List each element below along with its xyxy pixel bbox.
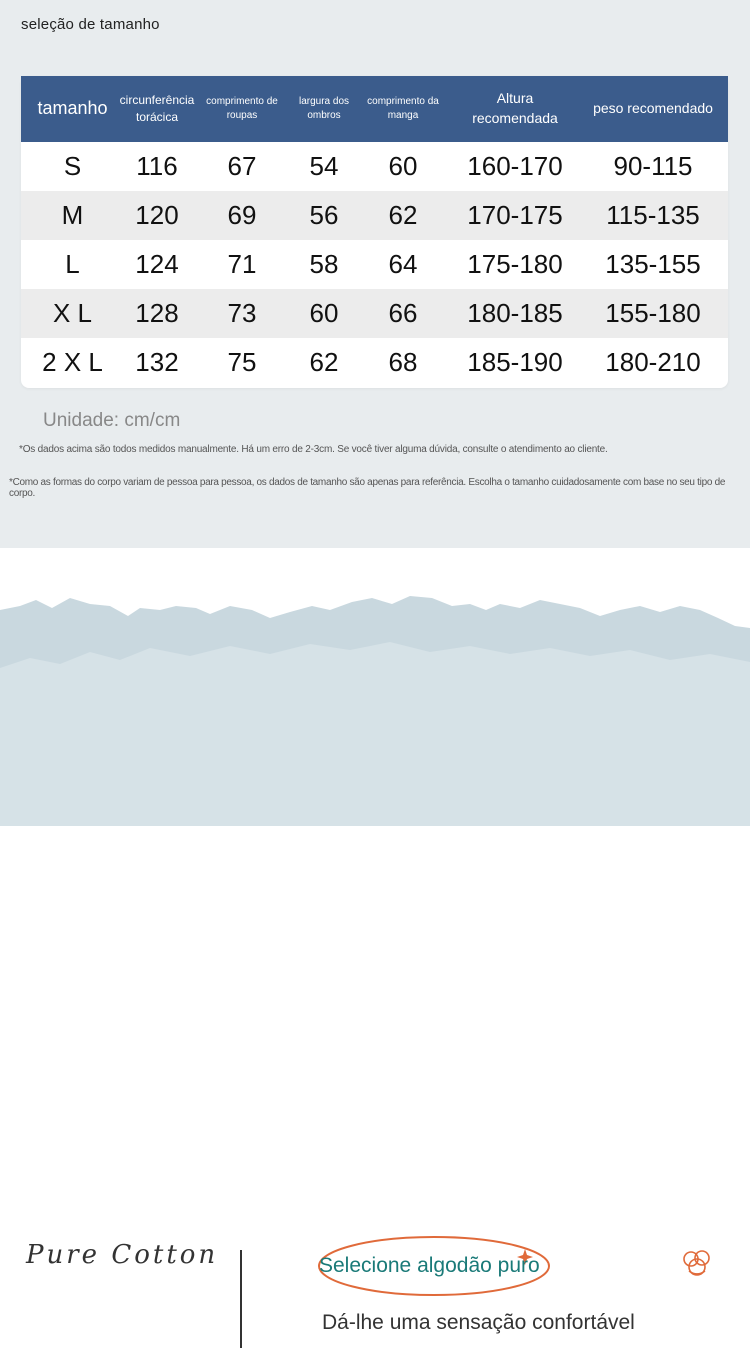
cell-height: 180-185 <box>467 298 563 328</box>
cell-sleeve: 60 <box>388 151 418 181</box>
cell-chest: 120 <box>135 200 179 230</box>
cell-shoulder: 54 <box>309 151 339 181</box>
cell-weight: 135-155 <box>605 249 701 279</box>
cell-height: 160-170 <box>467 151 563 181</box>
vertical-divider <box>240 1250 242 1348</box>
cell-length: 73 <box>227 298 257 328</box>
slogan-main: Selecione algodão puro <box>319 1254 540 1277</box>
header-length: comprimento de roupas <box>206 96 278 121</box>
header-size: tamanho <box>37 98 108 119</box>
cell-length: 71 <box>227 249 257 279</box>
size-chart-section <box>0 0 750 548</box>
header-shoulder: largura dos ombros <box>298 96 350 121</box>
cell-height: 185-190 <box>467 347 563 377</box>
mountain-background <box>0 548 750 826</box>
cell-sleeve: 64 <box>388 249 418 279</box>
cell-sleeve: 62 <box>388 200 418 230</box>
cell-weight: 155-180 <box>605 298 701 328</box>
brand-script: Pure Cotton <box>26 1240 219 1270</box>
cell-shoulder: 60 <box>309 298 339 328</box>
header-height: Altura recomendada <box>472 90 558 126</box>
table-row <box>21 338 728 387</box>
cell-length: 75 <box>227 347 257 377</box>
cell-size: L <box>65 249 80 279</box>
section-title: seleção de tamanho <box>21 16 160 33</box>
cell-height: 175-180 <box>467 249 563 279</box>
reference-note: *Como as formas do corpo variam de pessoa para pessoa, os dados de tamanho são apenas para referência. Escolha o tamanho cuidadosamente com base no seu tipo de corpo. <box>9 477 726 499</box>
slogan-sub: Dá-lhe uma sensação confortável <box>322 1311 635 1334</box>
table-row <box>21 142 728 191</box>
cell-shoulder: 62 <box>309 347 339 377</box>
table-row <box>21 289 728 338</box>
cell-size: 2 X L <box>42 347 103 377</box>
cell-chest: 132 <box>135 347 179 377</box>
cell-length: 69 <box>227 200 257 230</box>
cell-weight: 115-135 <box>606 200 700 230</box>
pure-cotton-banner <box>0 548 750 1334</box>
cell-size: X L <box>52 298 93 328</box>
table-row <box>21 240 728 289</box>
table-row <box>21 191 728 240</box>
unit-label: Unidade: cm/cm <box>43 410 181 431</box>
size-table <box>21 76 728 388</box>
cell-sleeve: 68 <box>388 347 418 377</box>
cell-weight: 90-115 <box>613 151 693 181</box>
header-chest: circunferência torácica <box>119 93 195 124</box>
cell-length: 67 <box>227 151 257 181</box>
cell-weight: 180-210 <box>605 347 701 377</box>
header-sleeve: comprimento da manga <box>367 96 439 121</box>
table-header <box>21 76 728 142</box>
measurement-note: *Os dados acima são todos medidos manualmente. Há um erro de 2-3cm. Se você tiver alguma dúvida, consulte o atendimento ao cliente. <box>19 444 608 455</box>
cell-chest: 124 <box>135 249 179 279</box>
header-weight: peso recomendado <box>593 100 713 117</box>
cell-sleeve: 66 <box>388 298 418 328</box>
cell-shoulder: 58 <box>309 249 339 279</box>
cotton-flower-icon <box>681 1247 713 1279</box>
cell-size: S <box>63 151 82 181</box>
cell-shoulder: 56 <box>309 200 339 230</box>
cell-height: 170-175 <box>467 200 563 230</box>
cell-chest: 128 <box>135 298 179 328</box>
cell-size: M <box>61 200 84 230</box>
cell-chest: 116 <box>136 151 178 181</box>
